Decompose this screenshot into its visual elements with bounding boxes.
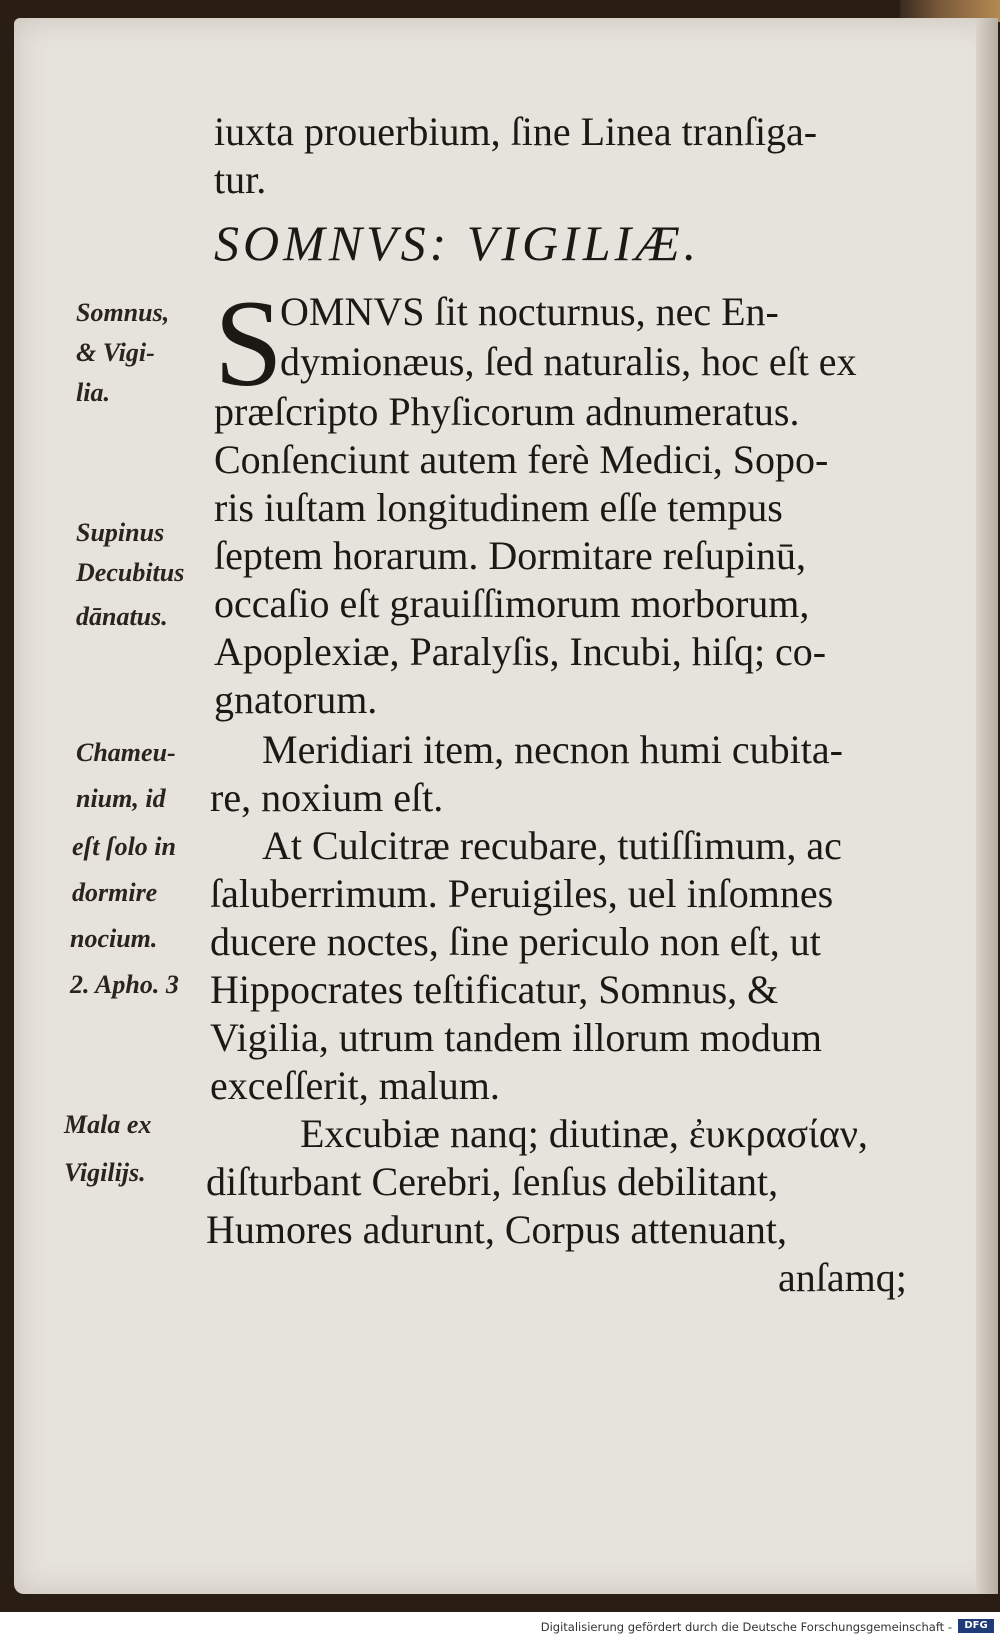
marginal-note: Chameu-	[76, 738, 176, 767]
text-line-12: gnatorum.	[214, 677, 378, 722]
text-line-21: Excubiæ nanq; diutinæ, ἐυκρασίαν,	[300, 1111, 868, 1156]
text-line-4: OMNVS ſit nocturnus, nec En-	[280, 289, 779, 334]
text-line-17: ducere noctes, ſine periculo non eſt, ut	[210, 919, 821, 964]
text-line-8: ris iuſtam longitudinem eſſe tempus	[214, 485, 783, 530]
text-line-13: Meridiari item, necnon humi cubita-	[262, 727, 843, 772]
text-line-1: iuxta prouerbium, ſine Linea tranſiga-	[214, 109, 818, 154]
text-line-2: tur.	[214, 157, 267, 202]
marginal-note: lia.	[76, 378, 110, 407]
text-line-18: Hippocrates teſtificatur, Somnus, &	[210, 967, 779, 1012]
marginal-note: nium, id	[76, 784, 166, 813]
marginal-note: Vigilijs.	[64, 1158, 146, 1187]
funding-credit: Digitalisierung gefördert durch die Deutsche Forschungsgemeinschaft -	[540, 1620, 952, 1634]
text-line-20: exceſſerit, malum.	[210, 1063, 500, 1108]
text-line-23: Humores adurunt, Corpus attenuant,	[206, 1207, 787, 1252]
marginal-note: dānatus.	[76, 602, 168, 631]
marginal-note: Supinus	[76, 518, 165, 547]
text-line-24: anſamq;	[778, 1255, 907, 1300]
text-line-5: dymionæus, ſed naturalis, hoc eſt ex	[280, 339, 857, 384]
text-line-14: re, noxium eſt.	[210, 775, 444, 820]
text-line-10: occaſio eſt grauiſſimorum morborum,	[214, 581, 810, 626]
section-heading: SOMNVS: VIGILIÆ.	[214, 215, 701, 271]
marginal-note: Somnus,	[76, 298, 170, 327]
page-edge	[976, 18, 998, 1594]
marginal-note: & Vigi-	[76, 338, 155, 367]
text-line-22: diſturbant Cerebri, ſenſus debilitant,	[206, 1159, 779, 1204]
text-line-6: præſcripto Phyſicorum adnumeratus.	[214, 389, 800, 434]
text-line-19: Vigilia, utrum tandem illorum modum	[210, 1015, 822, 1060]
text-line-11: Apoplexiæ, Paralyſis, Incubi, hiſq; co-	[214, 629, 827, 674]
marginal-note: nocium.	[70, 924, 158, 953]
text-line-15: At Culcitræ recubare, tutiſſimum, ac	[262, 823, 842, 868]
marginal-note: 2. Apho. 3	[70, 970, 179, 999]
drop-cap: S	[214, 275, 283, 412]
marginal-note: dormire	[72, 878, 158, 907]
marginal-note: Decubitus	[76, 558, 185, 587]
marginal-note: eſt ſolo in	[72, 832, 176, 861]
marginal-note: Mala ex	[64, 1110, 152, 1139]
dfg-logo: DFG	[958, 1619, 994, 1633]
text-line-7: Conſenciunt autem ferè Medici, Sopo-	[214, 437, 829, 482]
text-line-9: ſeptem horarum. Dormitare reſupinū,	[214, 533, 807, 578]
text-line-16: ſaluberrimum. Peruigiles, uel inſomnes	[210, 871, 834, 916]
